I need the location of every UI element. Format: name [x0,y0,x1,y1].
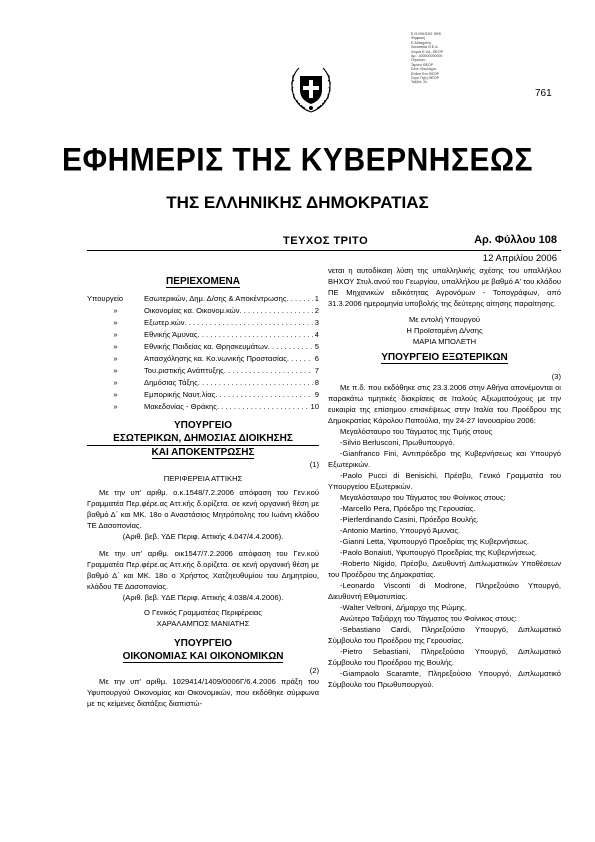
toc-leader-dots [224,365,313,376]
ministry-line: ΥΠΟΥΡΓΕΙΟ [174,420,232,431]
honours-list [328,426,561,690]
stamp-line: Πήνοιςεν [411,58,426,63]
toc-prefix: » [113,390,118,399]
left-column [87,273,319,709]
stamp-line: Στατιστικά Θ.Ε.Α. [411,45,439,50]
toc-label: Εξωτερ.κών [144,318,185,327]
toc-entry [87,401,319,413]
item-number: (3) [551,372,561,381]
ministry-heading-economy [87,637,319,663]
toc-prefix: » [113,306,118,315]
toc-entry [87,293,319,305]
toc-page-number: 8 [314,378,319,387]
toc-page-number: 9 [314,390,319,399]
toc-entry [87,305,319,317]
honour-entry: Ανώτερο Ταξιάρχη του Τάγματος του Φοίνικος στους: [340,614,517,623]
toc-leader-dots [215,389,313,400]
toc-page-number: 4 [314,330,319,339]
signature-role: Η Προϊσταμένη Δ/νσης [406,326,483,335]
stamp-line: Ενθεσ Επι ΘΕΟΡ [411,71,440,76]
toc-label: Μακεδονίας - Θράκης [144,402,217,411]
stamp-line: Ε.Αδικημένη [411,40,431,45]
toc-entry [87,329,319,341]
toc-label: Εμπορικής Ναυτ.λίας [144,390,216,399]
decree-intro: Με π.δ. που εκδόθηκε στις 23.3.2006 στην Αθήνα απονέμονται οι παρακάτω τιμητικές διακρίσεις σε Ιταλούς Αξιωματούχους με την ευκαιρία της επίσημου επισκέψεως στην Ιταλία του Προέδρου της Δημοκρατίας Κάρολου Παπούλια, την 24-27 Ιανουαρίου 2006: [328,383,561,425]
toc-leader-dots [287,353,313,364]
toc-prefix: » [113,354,118,363]
toc-entry [87,377,319,389]
toc-label: Εσωτερικών, Δημ. Δ/σης & Αποκέντρωσης [144,294,287,303]
toc-leader-dots [198,329,313,340]
honour-entry: -Pietro Sebastiani, Πληρεξούσιο Υπουργό, Διπλωματικό Σύμβουλο του Προέδρου της Βουλής. [328,647,561,667]
stamp-line: Σύντ: Θουλάχιω [411,67,437,72]
honour-entry: -Roberto Nigido, Πρέσβυ, Διευθυντή Διπλωματικών Υποθέσεων του Προέδρου της Δημοκρατίας. [328,559,561,579]
issue-sheet-number: Αρ. Φύλλου 108 [474,234,557,246]
toc-prefix: » [113,366,118,375]
honour-entry: -Marcello Pera, Πρόεδρο της Γερουσίας. [340,504,476,513]
table-of-contents [87,293,319,413]
gazette-subtitle: ΤΗΣ ΕΛΛΗΝΙΚΗΣ ΔΗΜΟΚΡΑΤΙΑΣ [166,193,429,212]
toc-prefix: » [113,402,118,411]
item-number: (2) [309,666,319,675]
toc-entry [87,341,319,353]
right-column [328,265,561,690]
toc-entry [87,389,319,401]
toc-page-number: 6 [314,354,319,363]
toc-prefix: » [113,318,118,327]
toc-entry [87,365,319,377]
page-number: 761 [535,88,552,99]
honour-entry: -Antonio Martino, Υπουργό Άμυνας. [340,526,461,535]
toc-label: Δημόσιας Τάξης [144,378,198,387]
stamp-line: Ταξιδό: Σε [411,80,428,85]
toc-leader-dots [217,401,309,412]
honour-entry: -Paolo Bonaiuti, Υφυπουργό Προεδρίας της Κυβερνήσεως. [340,548,538,557]
decision-paragraph: Με την υπ' αριθμ. 1029414/1409/0006Γ/6.4.2006 πράξη του Υφυπουργού Οικονομίας και Οικονομικών, που εκδόθηκε σύμφωνα με τις κείμενες διατάξεις διαπιστώ- [87,677,319,708]
stamp-line: Χειροτ.Ε.Χιλ. ΘΕΟΡ [411,49,443,54]
toc-page-number: 3 [314,318,319,327]
honour-entry: -Gianni Letta, Υφυπουργό Προεδρίας της Κυβερνήσεως. [340,537,529,546]
decision-paragraph-continued: νεται η αυτοδίκαιη λύση της υπαλληλικής σχέσης του υπαλλήλου ΒΗΧΟΥ Στυλ.ανού του Γεωργίου, υπαλλήλου με βαθμό Α' του κλάδου ΠΕ Μηχανικών ειδικότητας Αγρονόμων - Τοπογράφων, από 31.3.2006 ημερομηνία υποβολής της δεύτερης αίτησης παραίτησης. [328,266,561,308]
toc-prefix: » [113,378,118,387]
decision-paragraph: Με την υπ' αριθμ. ο.κ.1548/7.2.2006 απόφαση του Γεν.κού Γραμματέα Περ.φέρε.ας Αττ.κής δ.ορίζετα. σε κενή οργανική θέση με βαθμό Δ΄ και ΜΚ. 18ο ο Αναστάσιος Μητρόπολης του Ιωάνη κλάδου ΤΕ Δασοπονίας. [87,488,319,530]
toc-entry [87,353,319,365]
toc-label: Του.ριστικής Ανάπτυξης [144,366,224,375]
toc-prefix: » [113,330,118,339]
toc-prefix: Υπουργείο [87,294,123,303]
honour-entry: -Silvio Berlusconi, Πρωθυπουργό. [340,438,455,447]
toc-label: Εθνικής Άμυνας [144,330,198,339]
header-divider [87,250,561,251]
toc-leader-dots [268,341,313,352]
honour-entry: -Walter Veltroni, Δήμαρχο της Ρώμης. [340,603,467,612]
toc-label: Οικονομίας κα. Οικονομ.κών [144,306,240,315]
ministry-line: ΚΑΙ ΑΠΟΚΕΝΤΡΩΣΗΣ [151,447,255,458]
region-heading: ΠΕΡΙΦΕΡΕΙΑ ΑΤΤΙΚΗΣ [163,474,243,483]
contents-heading: ΠΕΡΙΕΧΟΜΕΝΑ [166,276,240,287]
ministry-heading-interior [87,419,319,459]
item-number: (1) [309,460,319,469]
honour-entry: -Paolo Pucci di Benisichi, Πρέσβυ, Γενικό Γραμματέα του Υπουργείου Εξωτερικών. [328,471,561,491]
decision-reference: (Αριθ. βεβ. ΥΔΕ Περιφ. Αττικής 4.047/4.4.2006). [122,532,284,541]
toc-page-number: 5 [314,342,319,351]
issue-series: ΤΕΥΧΟΣ ΤΡΙΤΟ [283,235,369,247]
toc-leader-dots [287,293,313,304]
stamp-line: Τερνεο ΘΕΟΡ [411,62,434,67]
honour-entry: -Leonardo Visconti di Modrone, Πληρεξούσιο Υπουργό, Διευθυντή Εθιμοτυπίας. [328,581,561,601]
stamp-line: Αρ.: 100000000000 [411,54,443,59]
toc-leader-dots [185,317,313,328]
ministry-line: ΕΣΩΤΕΡΙΚΩΝ, ΔΗΜΟΣΙΑΣ ΔΙΟΙΚΗΣΗΣ [87,432,319,446]
honour-entry: Μεγαλόσταυρο του Τάγματος της Τιμής στους [340,427,493,436]
honour-entry: -Pierferdinando Casini, Πρόεδρο Βουλής. [340,515,479,524]
signature-mandate: Με εντολή Υπουργού [408,315,481,324]
decision-reference: (Αριθ. βεβ. ΥΔΕ Περιφ. Αττικής 4.038/4.4.2006). [122,593,284,602]
toc-label: Εθνικής Παιδείας κα. Θρησκευμάτων [144,342,268,351]
signature-name: ΜΑΡΙΑ ΜΠΟΛΕΤΗ [412,337,477,346]
toc-page-number: 2 [314,306,319,315]
honour-entry: -Giampaolo Scaramte, Πληρεξούσιο Υπουργό, Διπλωματικό Σύμβουλο του Πρωθυπουργού. [328,669,561,689]
toc-prefix: » [113,342,118,351]
stamp-line: Ψηφιακή [411,36,426,41]
honour-entry: -Gianfranco Fini, Αντιπρόεδρο της Κυβερνήσεως και Υπουργό Εξωτερικών. [328,449,561,469]
toc-page-number: 10 [310,402,319,411]
issue-date: 12 Απριλίου 2006 [482,253,557,264]
stamp-line: Συγκ.Τήξη ΘΕΟΡ [411,76,439,81]
ministry-heading-foreign: ΥΠΟΥΡΓΕΙΟ ΕΞΩΤΕΡΙΚΩΝ [381,352,508,363]
toc-page-number: 7 [314,366,319,375]
ministry-line: ΟΙΚΟΝΟΜΙΑΣ ΚΑΙ ΟΙΚΟΝΟΜΙΚΩΝ [122,651,284,662]
greek-coat-of-arms-icon [287,60,335,116]
toc-label: Απασχόλησης κα. Κο.νωνικής Προστασίας [144,354,287,363]
honour-entry: Μεγαλόσταυρο του Τάγματος του Φοίνικος στους: [340,493,506,502]
toc-leader-dots [198,377,313,388]
toc-entry [87,317,319,329]
gazette-title: ΕΦΗΜΕΡΙΣ ΤΗΣ ΚΥΒΕΡΝΗΣΕΩΣ [61,142,534,179]
toc-page-number: 1 [314,294,319,303]
signature-role: Ο Γενικός Γραμματέας Περιφέρειας [144,608,262,617]
signature-name: ΧΑΡΑΛΑΜΠΟΣ ΜΑΝΙΑΤΗΣ [156,619,250,628]
decision-paragraph: Με την υπ' αριθμ. οικ1547/7.2.2006 απόφαση του Γεν.κού Γραμματέα Περ.φέρε.ας Αττ.κής δ.ορίζετα. σε κενή οργανική θέση με βαθμό Δ΄ και ΜΚ. 18ο ο Χρήστος Χατζηευθυμίου του Δημητρίου, κλάδου ΤΕ Δασοπονίας. [87,549,319,591]
toc-leader-dots [240,305,313,316]
honour-entry: -Sebastiano Cardi, Πληρεξούσιο Υπουργό, Διπλωματικό Σύμβουλο του Προέδρου της Γερουσίας. [328,625,561,645]
digital-signature-stamp [411,32,475,85]
ministry-line: ΥΠΟΥΡΓΕΙΟ [174,638,232,649]
stamp-line: Ε.Θ.ΙΘΙΗΣΗΣ ΦΕΚ [411,32,442,36]
